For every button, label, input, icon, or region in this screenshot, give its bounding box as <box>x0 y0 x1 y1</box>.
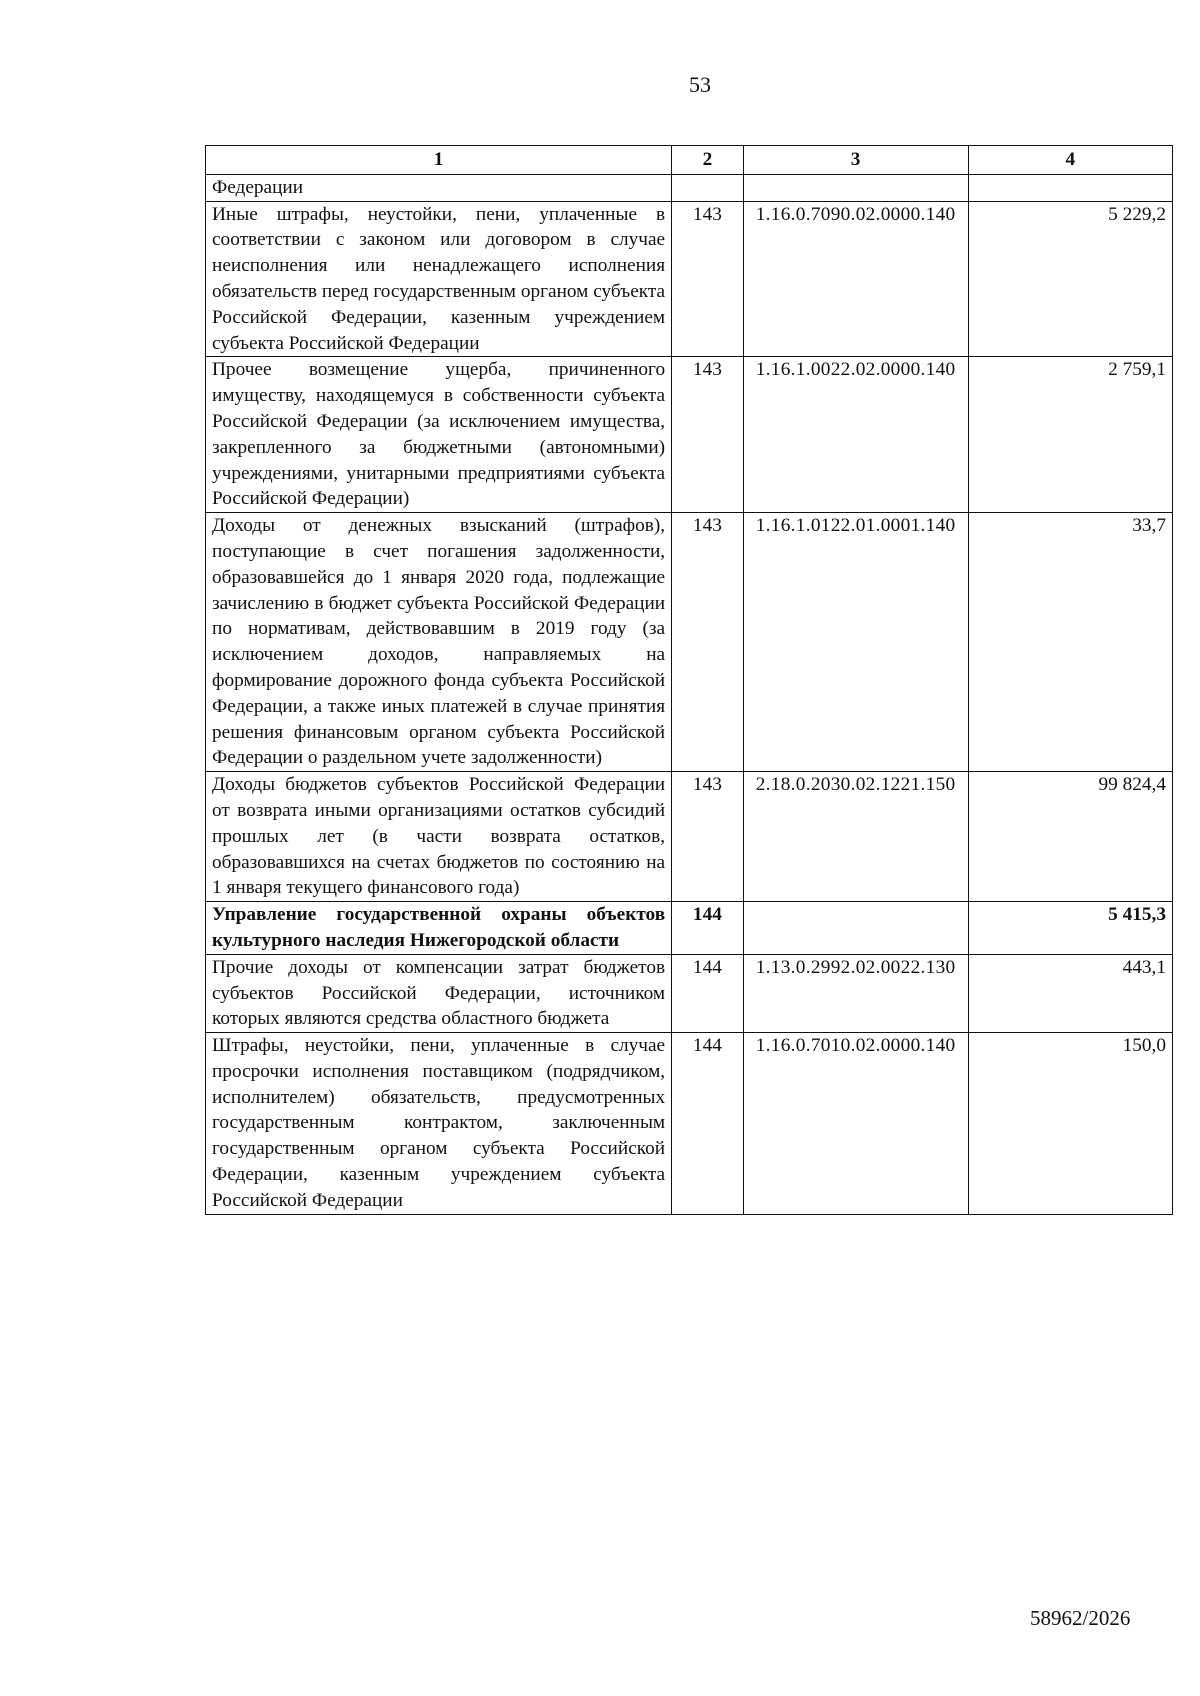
row-classification-code: 1.13.0.2992.02.0022.130 <box>743 954 968 1032</box>
row-classification-code: 1.16.1.0022.02.0000.140 <box>743 357 968 513</box>
table-row <box>206 1033 1173 1215</box>
row-classification-code: 1.16.0.7090.02.0000.140 <box>743 201 968 357</box>
section-classification-code <box>743 902 968 955</box>
document-registration-number: 58962/2026 <box>1030 1606 1131 1630</box>
row-admin-code: 143 <box>672 772 744 902</box>
row-admin-code: 143 <box>672 513 744 772</box>
row-classification-code: 2.18.0.2030.02.1221.150 <box>743 772 968 902</box>
header-col-3: 3 <box>743 146 968 175</box>
table-row <box>206 174 1173 201</box>
row-classification-code: 1.16.1.0122.01.0001.140 <box>743 513 968 772</box>
row-classification-code <box>743 174 968 201</box>
page-number: 53 <box>689 72 711 97</box>
row-admin-code: 144 <box>672 1033 744 1215</box>
table-row <box>206 513 1173 772</box>
row-description: Прочие доходы от компенсации затрат бюджетов субъектов Российской Федерации, источником которых являются средства областного бюджета <box>206 954 672 1032</box>
table-row <box>206 954 1173 1032</box>
revenue-table <box>205 145 1173 1215</box>
table-header-row <box>206 146 1173 175</box>
row-admin-code <box>672 174 744 201</box>
row-amount: 2 759,1 <box>968 357 1172 513</box>
header-col-4: 4 <box>968 146 1172 175</box>
section-admin-code: 144 <box>672 902 744 955</box>
row-admin-code: 144 <box>672 954 744 1032</box>
row-description: Штрафы, неустойки, пени, уплаченные в случае просрочки исполнения поставщиком (подрядчиком, исполнителем) обязательств, предусмотренных государственным контрактом, заключенным государственным органом субъекта Российской Федерации, казенным учреждением субъекта Российской Федерации <box>206 1033 672 1215</box>
section-description: Управление государственной охраны объектов культурного наследия Нижегородской области <box>206 902 672 955</box>
row-description: Прочее возмещение ущерба, причиненного имуществу, находящемуся в собственности субъекта Российской Федерации (за исключением имущества, закрепленного за бюджетными (автономными) учреждениями, унитарными предприятиями субъекта Российской Федерации) <box>206 357 672 513</box>
row-admin-code: 143 <box>672 357 744 513</box>
header-col-1: 1 <box>206 146 672 175</box>
row-description: Доходы бюджетов субъектов Российской Федерации от возврата иными организациями остатков субсидий прошлых лет (в части возврата остатков, образовавшихся на счетах бюджетов по состоянию на 1 января текущего финансового года) <box>206 772 672 902</box>
row-amount: 33,7 <box>968 513 1172 772</box>
table-row <box>206 357 1173 513</box>
row-amount <box>968 174 1172 201</box>
row-amount: 443,1 <box>968 954 1172 1032</box>
row-amount: 5 229,2 <box>968 201 1172 357</box>
table-row <box>206 201 1173 357</box>
row-classification-code: 1.16.0.7010.02.0000.140 <box>743 1033 968 1215</box>
section-total-amount: 5 415,3 <box>968 902 1172 955</box>
row-description: Иные штрафы, неустойки, пени, уплаченные в соответствии с законом или договором в случае неисполнения или ненадлежащего исполнения обязательств перед государственным органом субъекта Российской Федерации, казенным учреждением субъекта Российской Федерации <box>206 201 672 357</box>
header-col-2: 2 <box>672 146 744 175</box>
row-description: Доходы от денежных взысканий (штрафов), поступающие в счет погашения задолженности, образовавшейся до 1 января 2020 года, подлежащие зачислению в бюджет субъекта Российской Федерации по нормативам, действовавшим в 2019 году (за исключением доходов, направляемых на формирование дорожного фонда субъекта Российской Федерации, а также иных платежей в случае принятия решения финансовым органом субъекта Российской Федерации о раздельном учете задолженности) <box>206 513 672 772</box>
row-description: Федерации <box>206 174 672 201</box>
row-amount: 99 824,4 <box>968 772 1172 902</box>
table-row <box>206 772 1173 902</box>
table-row-section-header <box>206 902 1173 955</box>
row-admin-code: 143 <box>672 201 744 357</box>
row-amount: 150,0 <box>968 1033 1172 1215</box>
